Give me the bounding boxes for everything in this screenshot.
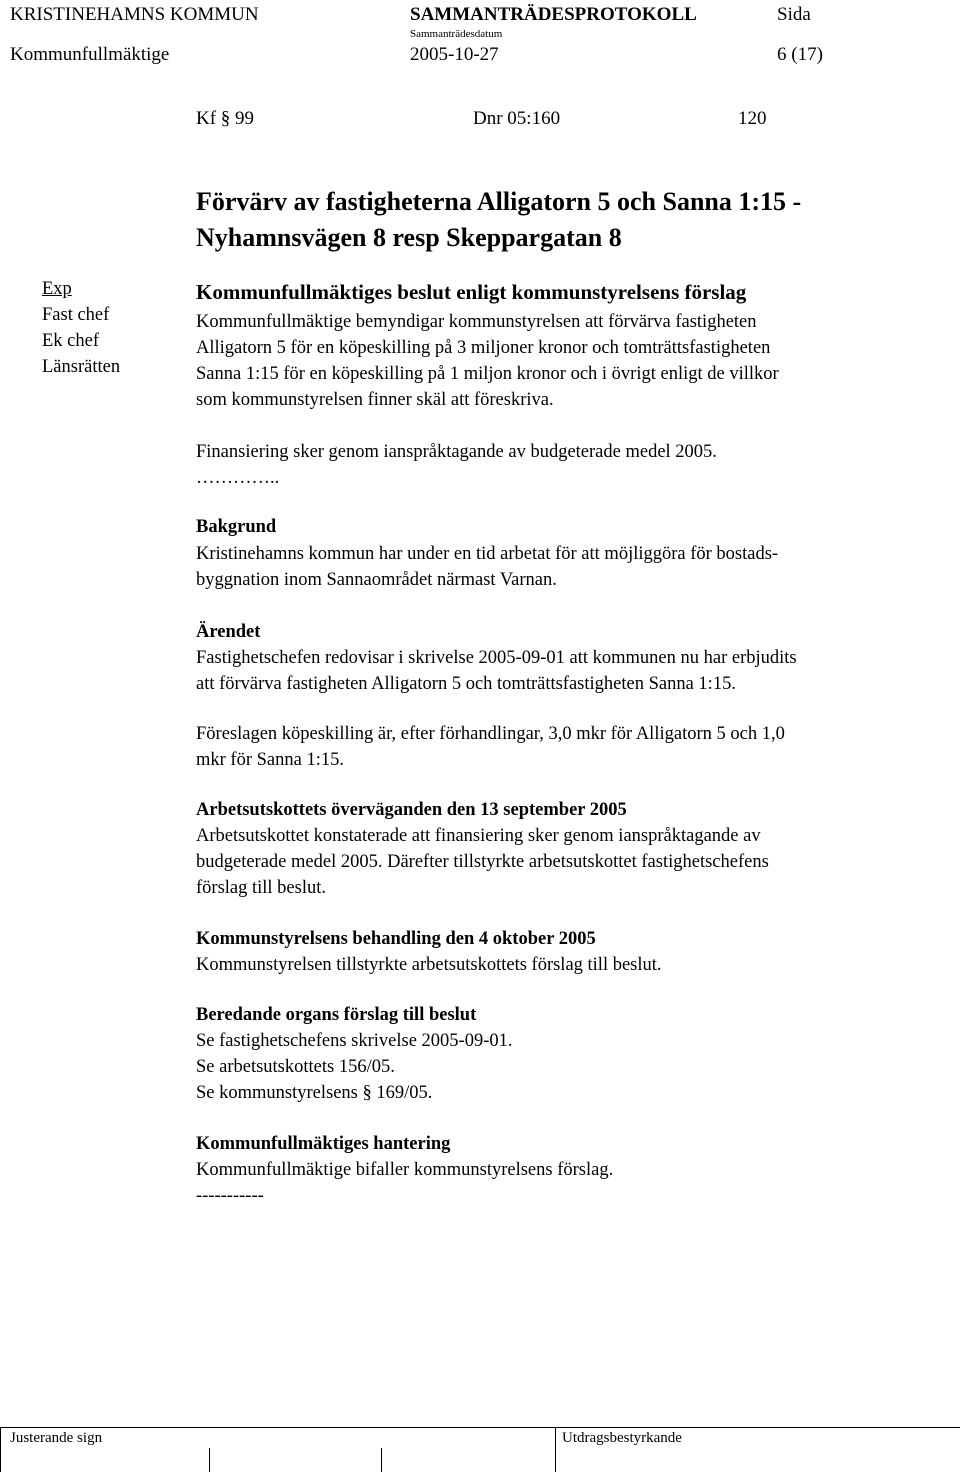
bakgrund-text — [196, 541, 926, 593]
decision-line: Kommunfullmäktige bemyndigar kommunstyrelsen att förvärva fastigheten — [196, 312, 757, 332]
bo-text — [196, 1028, 926, 1106]
header-page: 6 (17) — [777, 44, 823, 65]
forslag-line: Föreslagen köpeskilling är, efter förhandlingar, 3,0 mkr för Alligatorn 5 och 1,0 — [196, 724, 785, 744]
au-line: budgeterade medel 2005. Därefter tillstyrkte arbetsutskottet fastighetschefens — [196, 852, 769, 872]
forslag-text — [196, 721, 926, 773]
au-line: förslag till beslut. — [196, 878, 326, 898]
distribution-list — [42, 276, 152, 380]
decision-line: Alligatorn 5 för en köpeskilling på 3 miljoner kronor och tomträttsfastigheten — [196, 338, 771, 358]
title-line-2: Nyhamnsvägen 8 resp Skeppargatan 8 — [196, 223, 622, 252]
header-org: KRISTINEHAMNS KOMMUN — [10, 4, 259, 25]
au-line: Arbetsutskottet konstaterade att finansiering sker genom ianspråktagande av — [196, 826, 761, 846]
header-date: 2005-10-27 — [410, 44, 499, 65]
footer-sign-label: Justerande sign — [10, 1430, 103, 1446]
footer-extract-label: Utdragsbestyrkande — [562, 1430, 682, 1446]
separator-dots: ………….. — [196, 468, 280, 488]
bakgrund-line: Kristinehamns kommun har under en tid arbetat för att möjliggöra för bostads- — [196, 544, 779, 564]
bo-line: Se arbetsutskottets 156/05. — [196, 1057, 395, 1077]
header-date-label: Sammanträdesdatum — [410, 28, 503, 40]
footer-divider — [555, 1428, 556, 1472]
title-line-1: Förvärv av fastigheterna Alligatorn 5 och Sanna 1:15 - — [196, 187, 802, 216]
sidebar-item-lansratten: Länsrätten — [42, 357, 121, 377]
bakgrund-heading: Bakgrund — [196, 517, 277, 537]
kf-text: Kommunfullmäktige bifaller kommunstyrelsens förslag. — [196, 1160, 614, 1180]
kf-heading: Kommunfullmäktiges hantering — [196, 1134, 451, 1154]
forslag-line: mkr för Sanna 1:15. — [196, 750, 344, 770]
financing-text: Finansiering sker genom ianspråktagande av budgeterade medel 2005. — [196, 442, 717, 462]
decision-line: Sanna 1:15 för en köpeskilling på 1 miljon kronor och i övrigt enligt de villkor — [196, 364, 779, 384]
bo-heading: Beredande organs förslag till beslut — [196, 1005, 477, 1025]
au-text — [196, 823, 926, 901]
au-heading: Arbetsutskottets överväganden den 13 september 2005 — [196, 800, 627, 820]
decision-line: som kommunstyrelsen finner skäl att föreskriva. — [196, 390, 554, 410]
decision-heading: Kommunfullmäktiges beslut enligt kommunstyrelsens förslag — [196, 280, 747, 304]
header-doc-type: SAMMANTRÄDESPROTOKOLL — [410, 4, 697, 25]
footer-divider — [209, 1448, 210, 1472]
bo-line: Se kommunstyrelsens § 169/05. — [196, 1083, 433, 1103]
footer-border-left — [0, 1428, 1, 1472]
end-marker: ----------- — [196, 1186, 264, 1206]
sidebar-item-ek-chef: Ek chef — [42, 331, 100, 351]
ref-dnr: Dnr 05:160 — [473, 108, 561, 129]
ref-kf: Kf § 99 — [196, 108, 255, 129]
sidebar-item-exp: Exp — [42, 279, 72, 299]
footer-rule — [0, 1427, 960, 1428]
header-sida-label: Sida — [777, 4, 811, 25]
ref-num: 120 — [738, 108, 767, 129]
header-body: Kommunfullmäktige — [10, 44, 170, 65]
sidebar-item-fast-chef: Fast chef — [42, 305, 110, 325]
ks-text: Kommunstyrelsen tillstyrkte arbetsutskottets förslag till beslut. — [196, 955, 662, 975]
decision-text — [196, 309, 926, 413]
arendet-line: att förvärva fastigheten Alligatorn 5 och tomträttsfastigheten Sanna 1:15. — [196, 674, 736, 694]
bo-line: Se fastighetschefens skrivelse 2005-09-01. — [196, 1031, 513, 1051]
arendet-heading: Ärendet — [196, 622, 261, 642]
arendet-text — [196, 645, 926, 697]
bakgrund-line: byggnation inom Sannaområdet närmast Varnan. — [196, 570, 557, 590]
ks-heading: Kommunstyrelsens behandling den 4 oktober 2005 — [196, 929, 596, 949]
footer-divider — [381, 1448, 382, 1472]
arendet-line: Fastighetschefen redovisar i skrivelse 2005-09-01 att kommunen nu har erbjudits — [196, 648, 797, 668]
